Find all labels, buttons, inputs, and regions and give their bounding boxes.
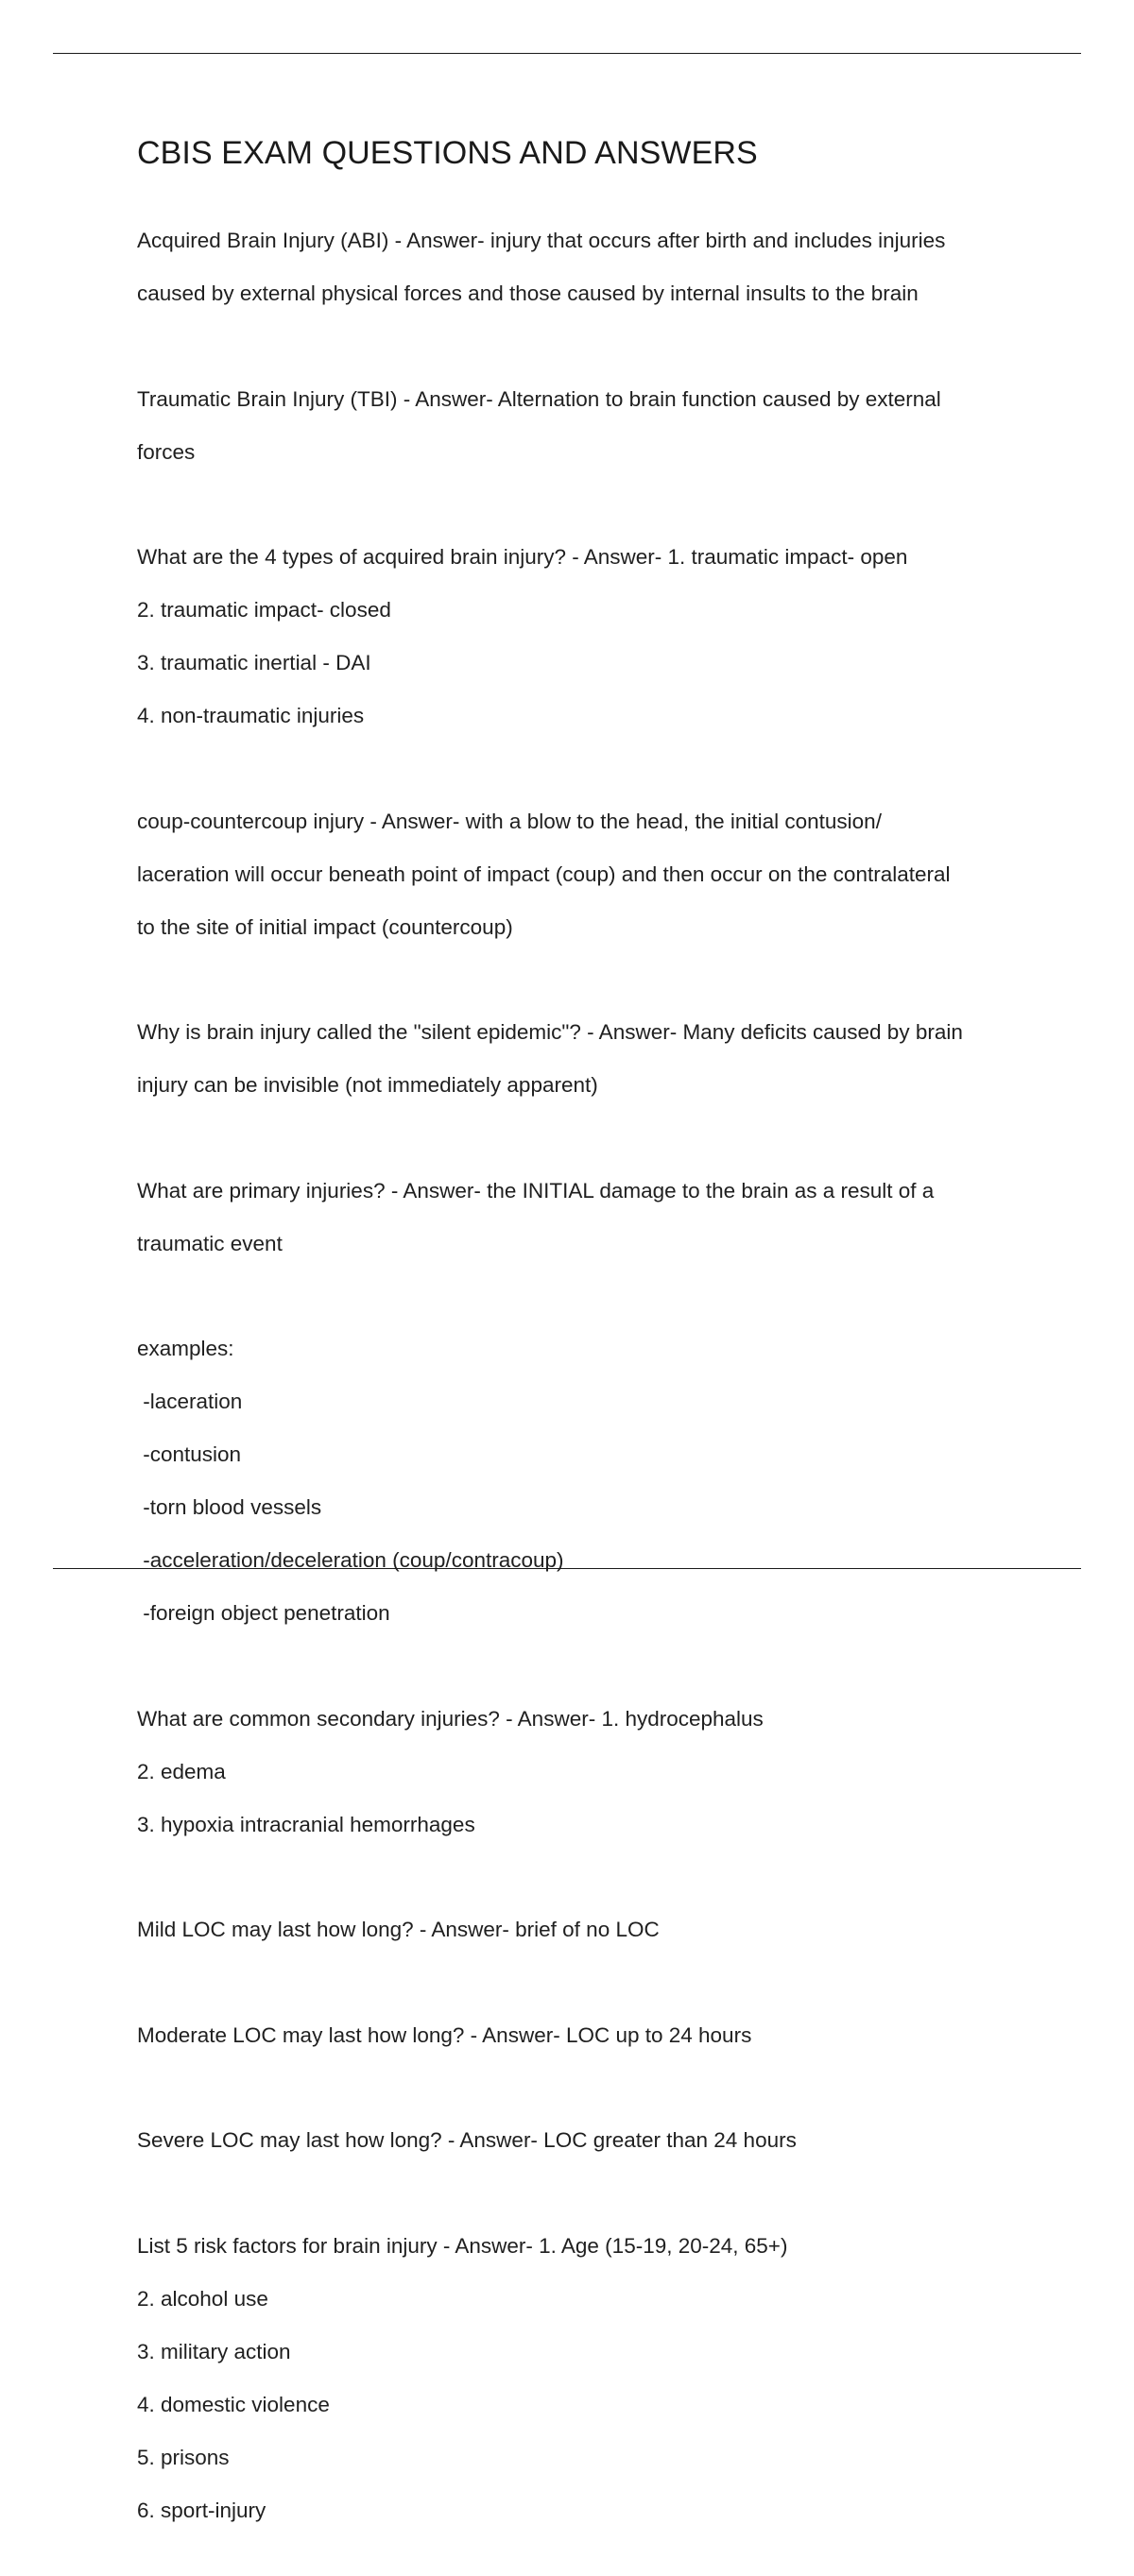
qa-entry-silent-epidemic (137, 993, 1044, 1125)
entry-line: List 5 risk factors for brain injury - Answer- 1. Age (15-19, 20-24, 65+) (137, 2233, 788, 2258)
entry-line: Mild LOC may last how long? - Answer- brief of no LOC (137, 1918, 660, 1941)
entry-line: -torn blood vessels (137, 1495, 322, 1519)
qa-entry-moderate-loc (137, 1996, 1044, 2075)
bottom-rule (53, 1568, 1081, 1569)
entry-line: -acceleration/deceleration (coup/contracoup) (137, 1548, 564, 1572)
entry-line: laceration will occur beneath point of impact (coup) and then occur on the contralateral (137, 862, 951, 886)
entry-line: 2. traumatic impact- closed (137, 598, 391, 622)
qa-entry-risk-factors (137, 2207, 1044, 2550)
entry-line: 2. alcohol use (137, 2286, 268, 2311)
entry-line: 2. edema (137, 1759, 226, 1783)
entry-line: -laceration (137, 1390, 243, 1413)
entry-line: -contusion (137, 1442, 242, 1466)
entry-line: What are common secondary injuries? - Answer- 1. hydrocephalus (137, 1706, 764, 1731)
entry-line: What are primary injuries? - Answer- the INITIAL damage to the brain as a result of a (137, 1178, 935, 1203)
entry-line: 3. hypoxia intracranial hemorrhages (137, 1812, 475, 1836)
entry-line: traumatic event (137, 1231, 283, 1255)
entry-line: 3. military action (137, 2339, 291, 2363)
entry-line: coup-countercoup injury - Answer- with a blow to the head, the initial contusion/ (137, 809, 882, 833)
qa-entry-secondary (137, 1680, 1044, 1865)
entry-line: 6. sport-injury (137, 2498, 266, 2522)
qa-entry-examples (137, 1309, 1044, 1653)
qa-entry-types (137, 518, 1044, 756)
entry-line: 5. prisons (137, 2445, 230, 2469)
entry-line: 3. traumatic inertial - DAI (137, 651, 371, 674)
entry-line: -foreign object penetration (137, 1601, 390, 1625)
entry-line: forces (137, 439, 196, 464)
entry-line: Traumatic Brain Injury (TBI) - Answer- Alternation to brain function caused by external (137, 386, 941, 411)
entry-line: to the site of initial impact (countercoup) (137, 914, 513, 939)
entry-line: Moderate LOC may last how long? - Answer- LOC up to 24 hours (137, 2022, 752, 2047)
qa-entry-abi (137, 201, 1044, 333)
document-body (137, 132, 1044, 2576)
entry-line: What are the 4 types of acquired brain injury? - Answer- 1. traumatic impact- open (137, 545, 908, 569)
qa-entry-severe-loc (137, 2101, 1044, 2180)
entry-line: Severe LOC may last how long? - Answer- LOC greater than 24 hours (137, 2128, 797, 2152)
entry-line: injury can be invisible (not immediately apparent) (137, 1073, 598, 1097)
document-title: CBIS EXAM QUESTIONS AND ANSWERS (137, 135, 758, 171)
qa-entry-tbi (137, 360, 1044, 492)
entry-line: Acquired Brain Injury (ABI) - Answer- injury that occurs after birth and includes injuries (137, 229, 946, 252)
entry-line: 4. domestic violence (137, 2392, 330, 2416)
qa-entry-primary (137, 1152, 1044, 1284)
entry-line: Why is brain injury called the "silent epidemic"? - Answer- Many deficits caused by brain (137, 1020, 963, 1044)
top-rule (53, 53, 1081, 54)
entry-line: 4. non-traumatic injuries (137, 704, 365, 727)
qa-entry-mild-loc (137, 1890, 1044, 1970)
qa-entry-coup (137, 782, 1044, 967)
entry-line: examples: (137, 1337, 234, 1360)
entry-line: caused by external physical forces and those caused by internal insults to the brain (137, 281, 919, 305)
